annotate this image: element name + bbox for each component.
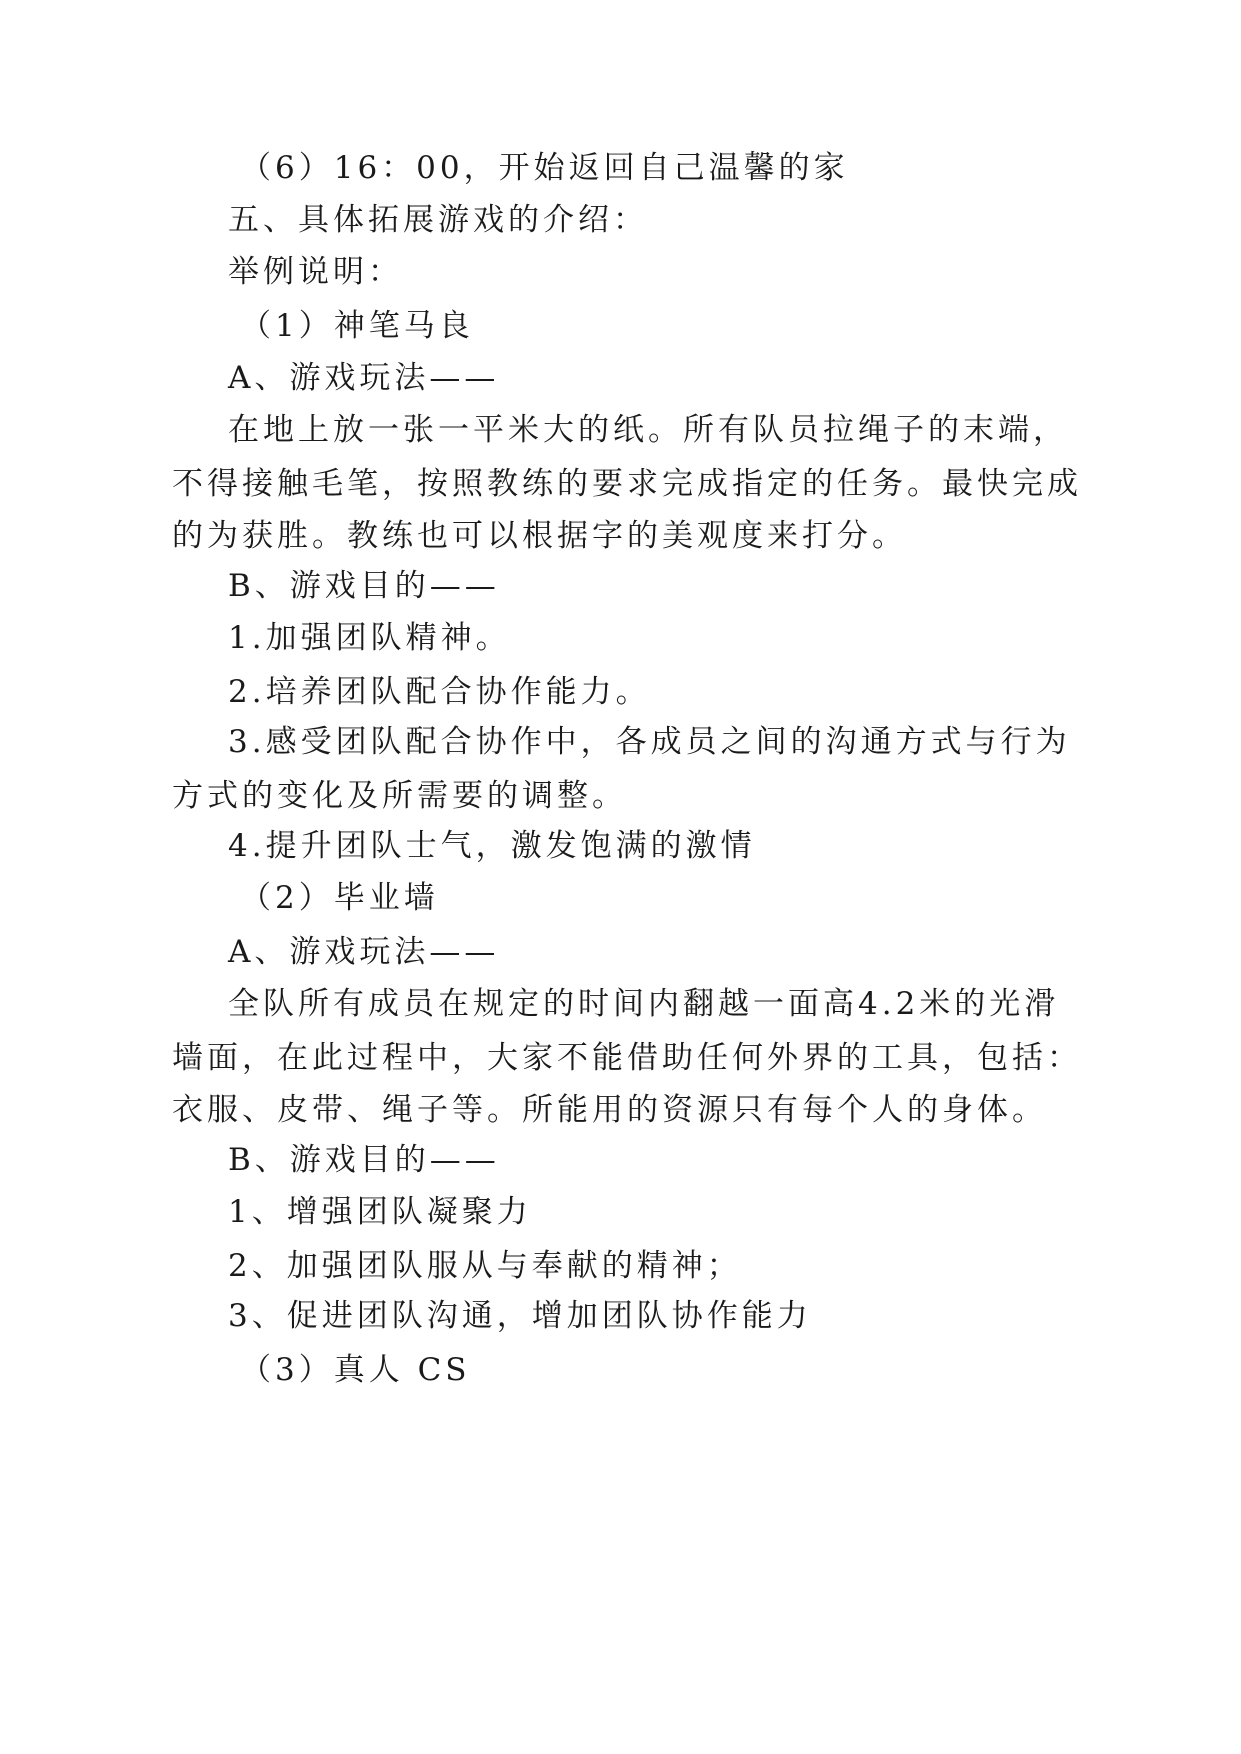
paragraph-line: 不得接触毛笔，按照教练的要求完成指定的任务。最快完成 (172, 466, 1082, 502)
subheading: B、游戏目的—— (228, 1142, 500, 1178)
list-item: 4.提升团队士气，激发饱满的激情 (228, 828, 756, 864)
text-line: （6）16：00，开始返回自己温馨的家 (240, 150, 849, 186)
paragraph-line: 的为获胜。教练也可以根据字的美观度来打分。 (172, 518, 907, 554)
list-item: 3、促进团队沟通，增加团队协作能力 (228, 1298, 812, 1334)
subheading: B、游戏目的—— (228, 568, 500, 604)
game-title: （3）真人 CS (240, 1352, 471, 1388)
subheading: A、游戏玩法—— (228, 360, 500, 396)
paragraph-line: 墙面，在此过程中，大家不能借助任何外界的工具，包括： (172, 1040, 1082, 1076)
paragraph-line: 全队所有成员在规定的时间内翻越一面高4.2米的光滑 (228, 986, 1060, 1022)
section-heading: 五、具体拓展游戏的介绍： (228, 202, 648, 238)
game-title: （2）毕业墙 (240, 880, 439, 916)
paragraph-line: 在地上放一张一平米大的纸。所有队员拉绳子的末端， (228, 412, 1068, 448)
list-item: 2.培养团队配合协作能力。 (228, 674, 651, 710)
game-title: （1）神笔马良 (240, 308, 474, 344)
subheading: A、游戏玩法—— (228, 934, 500, 970)
paragraph-line: 方式的变化及所需要的调整。 (172, 778, 627, 814)
text-line: 举例说明： (228, 254, 403, 290)
list-item: 3.感受团队配合协作中，各成员之间的沟通方式与行为 (228, 724, 1071, 760)
list-item: 1、增强团队凝聚力 (228, 1194, 532, 1230)
list-item: 2、加强团队服从与奉献的精神； (228, 1248, 742, 1284)
paragraph-line: 衣服、皮带、绳子等。所能用的资源只有每个人的身体。 (172, 1092, 1047, 1128)
list-item: 1.加强团队精神。 (228, 620, 511, 656)
